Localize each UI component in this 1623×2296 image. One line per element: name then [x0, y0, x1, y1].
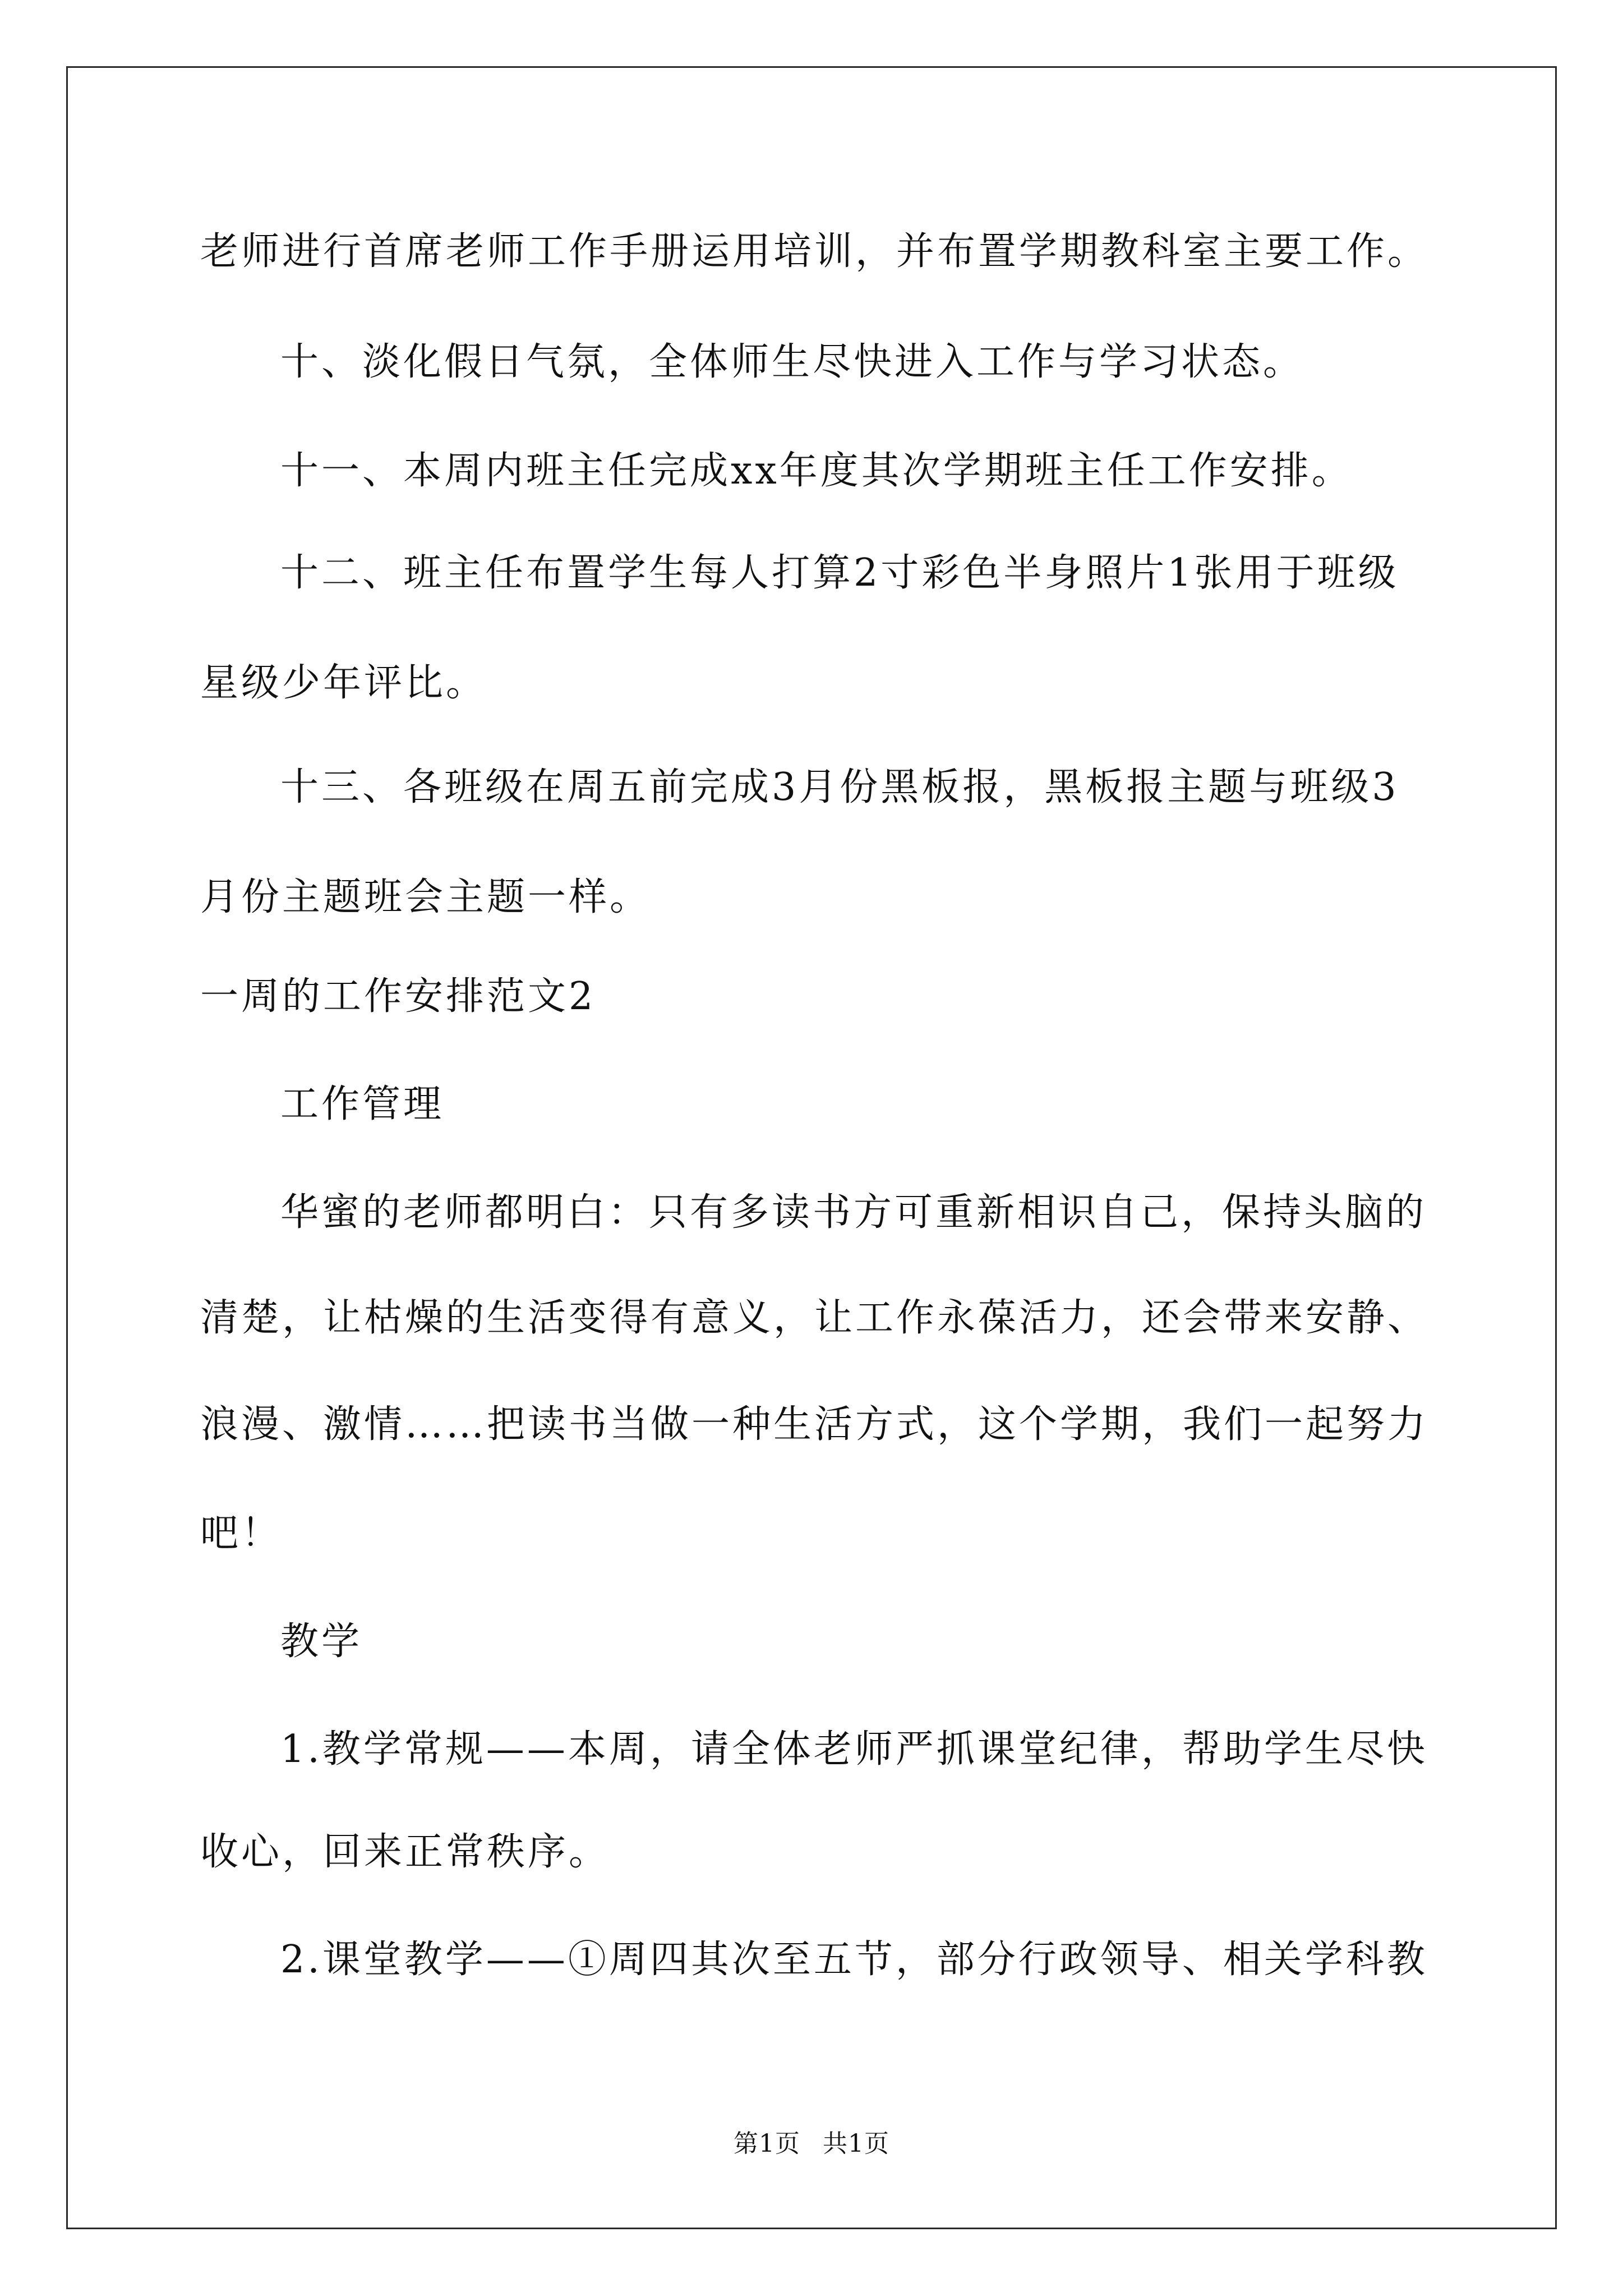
subheading-teaching: 教学 [280, 1619, 363, 1664]
page-footer [0, 2129, 1623, 2158]
list-item-13: 十三、各班级在周五前完成3月份黑板报，黑板报主题与班级3 [280, 765, 1399, 809]
subheading-management: 工作管理 [280, 1082, 445, 1126]
list-item-12: 十二、班主任布置学生每人打算2寸彩色半身照片1张用于班级 [280, 551, 1399, 595]
body-line: 清楚，让枯燥的生活变得有意义，让工作永葆活力，还会带来安静、 [200, 1296, 1429, 1340]
body-line: 华蜜的老师都明白：只有多读书方可重新相识自己，保持头脑的 [280, 1190, 1427, 1235]
body-line: 老师进行首席老师工作手册运用培训，并布置学期教科室主要工作。 [200, 229, 1429, 274]
page-border [66, 66, 1557, 2229]
page-number-current: 第1页 [734, 2129, 800, 2158]
list-item-11: 十一、本周内班主任完成xx年度其次学期班主任工作安排。 [280, 449, 1353, 493]
section-heading: 一周的工作安排范文2 [200, 974, 596, 1019]
list-item-1: 1.教学常规——本周，请全体老师严抓课堂纪律，帮助学生尽快 [280, 1727, 1428, 1772]
body-line: 浪漫、激情……把读书当做一种生活方式，这个学期，我们一起努力 [200, 1402, 1429, 1447]
page-number-total: 共1页 [823, 2129, 889, 2158]
body-line: 吧！ [200, 1511, 283, 1556]
list-item-10: 十、淡化假日气氛，全体师生尽快进入工作与学习状态。 [280, 340, 1304, 384]
list-item-2: 2.课堂教学——①周四其次至五节，部分行政领导、相关学科教 [280, 1938, 1428, 1982]
body-line: 星级少年评比。 [200, 661, 487, 705]
body-line: 月份主题班会主题一样。 [200, 875, 651, 919]
body-line: 收心，回来正常秩序。 [200, 1830, 610, 1874]
